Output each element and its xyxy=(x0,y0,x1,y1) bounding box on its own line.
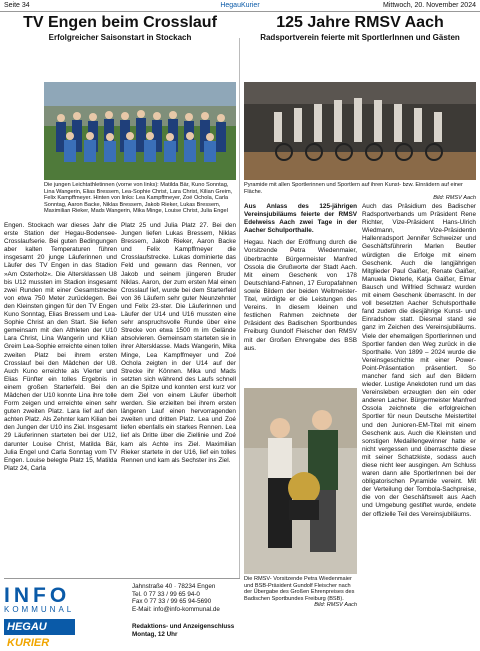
imprint-box xyxy=(4,578,240,649)
article1-column-2: Platz 25 und Julia Platz 27. Bei den Jungen liefen Lukas Bressem, Niklas Bressem, Jakob Rieker, Aaron Backe und Felix Kampffmeyer die Crosslaufstrecke. Lukas dominierte das Feld und gewann das Rennen, vor Jakob und seinem jüngeren Bruder Niklas. Aaron, der zum ersten Mal einen Crosslauf lief, wurde bei dem Starterfeld von 36 Läufern sehr guter Neunzehnter und Felix 23-ster. Die Läuferinnen und Läufer der U14 und U16 mussten eine sehr anspruchsvolle Runde über eine Strecke von etwa 1500 m im Gelände absolvieren. Gemeinsam starteten sie in ihrer Altersklasse. Mads Wangerin, Mika Minge, Lea Kampffmeyer und Zoé Ochola zeigten in der U14 auf der Strecke ihr Können. Mika und Mads setzten sich während des Laufs schnell an die Spitze und konnten erst kurz vor dem Ziel von einem Läufer überholt werden. Sie erzielten bei ihrem ersten längeren Lauf einen hervorragenden zweiten und dritten Platz. Lea und Zoé liefen ebenfalls ein starkes Rennen. Lea lief als Dritte über die Ziellinie und Zoé kam als Achte ins Ziel. Maximilian Rieker startete in der U16, lief ein tolles Rennen und kam als Sechster ins Ziel. xyxy=(121,222,236,464)
phone-line: Tel. 0 77 33 / 99 65 94-0 xyxy=(132,590,200,598)
article1-caption: Die jungen Leichtathletinnen (vorne von links): Matilda Bär, Kuno Sonntag, Lina Wangerin, Elias Bressem, Lea-Sophie Christ, Lara Christ, Kilian Greim, Felix Kampffmeyer. Hinten von links: Lea Kampffmeyer, Zoé Ochola, Carla Sonntag, Aaron Backe, Niklas Bressem, Jakob Rieker, Lukas Bressem, Maximilian Rieker, Mads Wangerin, Mika Minge, Louise Christ, Julia Engel xyxy=(44,182,233,215)
article1-title: TV Engen beim Crosslauf xyxy=(23,14,217,31)
article2-caption-2 xyxy=(244,576,357,609)
deadline-value: Montag, 12 Uhr xyxy=(132,630,178,638)
article2-caption-credit: Bild: RMSV Aach xyxy=(433,195,476,202)
article1-photo xyxy=(44,82,236,180)
logo-kurier-text: KURIER xyxy=(7,637,50,649)
article2-lead: Aus Anlass des 125-jährigen Vereinsjubiläums feierte der RMSV Edelweiss Aach zwei Tage in der Aacher Schulporthalle. xyxy=(244,203,357,235)
article2-body: Hegau. Nach der Eröffnung durch die Vorsitzende Petra Wiedenmaier, überbrachte Bürgermeister Manfred Ossola die Grußworte der Stadt Aach. Mit einem Geschenk von 178 Deutschland-Fahnen, 17 Europafahnen sowie Bildern der beiden Weltmeister-Titel, würdigte er die Leistungen des Vereins. In diesem kleinen und festlichen Rahmen zeichnete der Präsident des Badischen Sportbundes Freiburg Gundolf Fleischer den RMSV mit der Großen Ehrengabe des BSB aus. xyxy=(244,239,357,352)
article2-caption xyxy=(244,182,476,202)
article2-caption-2-credit: Bild: RMSV Aach xyxy=(314,602,357,609)
award-photo-image xyxy=(244,388,357,574)
hegau-kurier-logo xyxy=(4,619,75,649)
deadline-label: Redaktions- und Anzeigenschluss xyxy=(132,623,235,630)
column-divider xyxy=(239,38,240,578)
contact-info xyxy=(132,583,220,613)
address-line: Jahnstraße 40 · 78234 Engen xyxy=(132,583,216,590)
article2-column-2: Auch das Präsidium des Badischer Radsportverbands um Präsident Rene Richter, Vize-Präsident Hans-Ulrich Wiedmann, Vize-Präsidentin Hallenradsport Jennifer Schweizer und Geschäftsführerin Marlen Beutler würdigten die Erfolge mit einem Geschenk. Auch die langjährigen Mitglieder Paul Gaißer, Renate Gaißer, Manuela Dieterle, Katja Gaißer, Elmar Bausch und Wilfried Schwarz wurden mit einem Geschenk überrascht. In der voll besetzten Aacher Schulsporthalle fand zudem die diesjährige Kunst- und Einradshow statt. Diesmal stand sie ganz im Zeichen des Vereinsjubiläums. Viele der ehemaligen Sportlerinnen und Sportler fanden den Weg zurück in die Sporthalle. Von 1899 – 2024 wurde die Vereinsgeschichte mit einer Power-Point-Präsentation präsentiert. So mancher fand sich auf den Bildern wieder. Lustige Anekdoten rund um das Vereinsleben erzeugten den ein oder anderen Lacher. Bürgermeister Manfred Ossola zeichnete die erfolgreichen Sportler für neun Deutsche Meistertitel und den Junioren-EM-Titel mit einem Geschenk aus. Auch die Kleinsten und sonstigen Medaillengewinner hatte er nicht vergessen und überraschte diese mit seiner Schatzkiste, sodass auch diese nicht leer ausgingen. Am Schluss waren dann alle SportlerInnen bei der obligatorischen Pyramide vereint. Mit der Verteilung der Tombola-Sachpreise, die von der Geschäftswelt aus Aach und Umgebung gestiftet wurde, endete der offizielle Teil des Vereinsjubiläums. xyxy=(362,203,476,518)
page-header xyxy=(0,0,480,12)
article2-column-1 xyxy=(244,203,357,383)
article1-subtitle: Erfolgreicher Saisonstart in Stockach xyxy=(48,33,192,42)
issue-date: Mittwoch, 20. November 2024 xyxy=(383,2,476,9)
article2-photo xyxy=(244,82,476,180)
page-number: Seite 34 xyxy=(4,2,30,9)
deadline-info xyxy=(132,623,234,638)
fax-line: Fax 0 77 33 / 99 65 94-5690 xyxy=(132,598,212,606)
article2-subtitle: Radsportverein feierte mit SportlerInnen und Gästen xyxy=(260,33,460,42)
info-kommunal-logo: INFO xyxy=(4,584,71,607)
pyramid-photo-image xyxy=(244,82,476,180)
logo-hegau-text: HEGAU xyxy=(7,621,47,633)
team-photo-image xyxy=(44,82,236,180)
article2-caption-text: Pyramide mit allen Sportlerinnen und Sportlern auf ihren Kunst- bzw. Einrädern auf einer Fläche. xyxy=(244,182,463,195)
kommunal-logo-text: KOMMUNAL xyxy=(4,605,75,614)
article2-title: 125 Jahre RMSV Aach xyxy=(276,14,444,31)
article2-photo-2 xyxy=(244,388,357,574)
email-line[interactable]: E-Mail: info@info-kommunal.de xyxy=(132,605,220,613)
article2-caption-2-text: Die RMSV- Vorsitzende Petra Wiedenmaier und BSB-Präsident Gundolf Fleischer nach der Übergabe des Großen Ehrenpreises des Badischen Sportbundes Freiburg (BSB). xyxy=(244,576,355,602)
article1-column-1: Engen. Stockach war dieses Jahr die erste Station der Hegau-Bodensee-Crosslaufserie. Bei guten Bedingungen aber kalten Temperaturen führen insgesamt 20 junge Läuferinnen und Läufer des TV Engen in das Stadion »Am Osterholz«. Die Altersklassen U8 bis U12 mussten im Stadion insgesamt zwei Runden mit einer Gesamtstrecke von etwa 750 Meter zurücklegen. Bei den Kleinsten gingen für den TV Engen Kuno Sonntag, Elias Bressem und Lea-Sophie Christ an den Start. Sie liefen gemeinsam mit den Athleten der U10 Lara Christ, Lina Wangerin und Kilian Greim Lea-Sophie erreichte einen tollen zweiten Platz bei ihrem ersten Crosslauf bei den Mädchen der U8. Auch Kuno erreichte als Vierter und Elias Fünfter ein tolles Ergebnis in einem großen Starterfeld. Bei den Mädchen der U10 konnte Lina ihre tolle Form zeigen und erreichte einen sehr guten zweiten Platz. Lara lief auf den achten Platz. Als Zehnter kam Kilian bei den Jungen der U10 ins Ziel. Insgesamt 29 Läuferinnen starteten bei der U12, darunter Louise Christ, Matilda Bär, Julia Engel und Carla Sonntag vom TV Engen. Louise belegte Platz 15, Matilda Platz 24, Carla xyxy=(4,222,117,472)
publication-name: HegauKurier xyxy=(220,2,260,9)
